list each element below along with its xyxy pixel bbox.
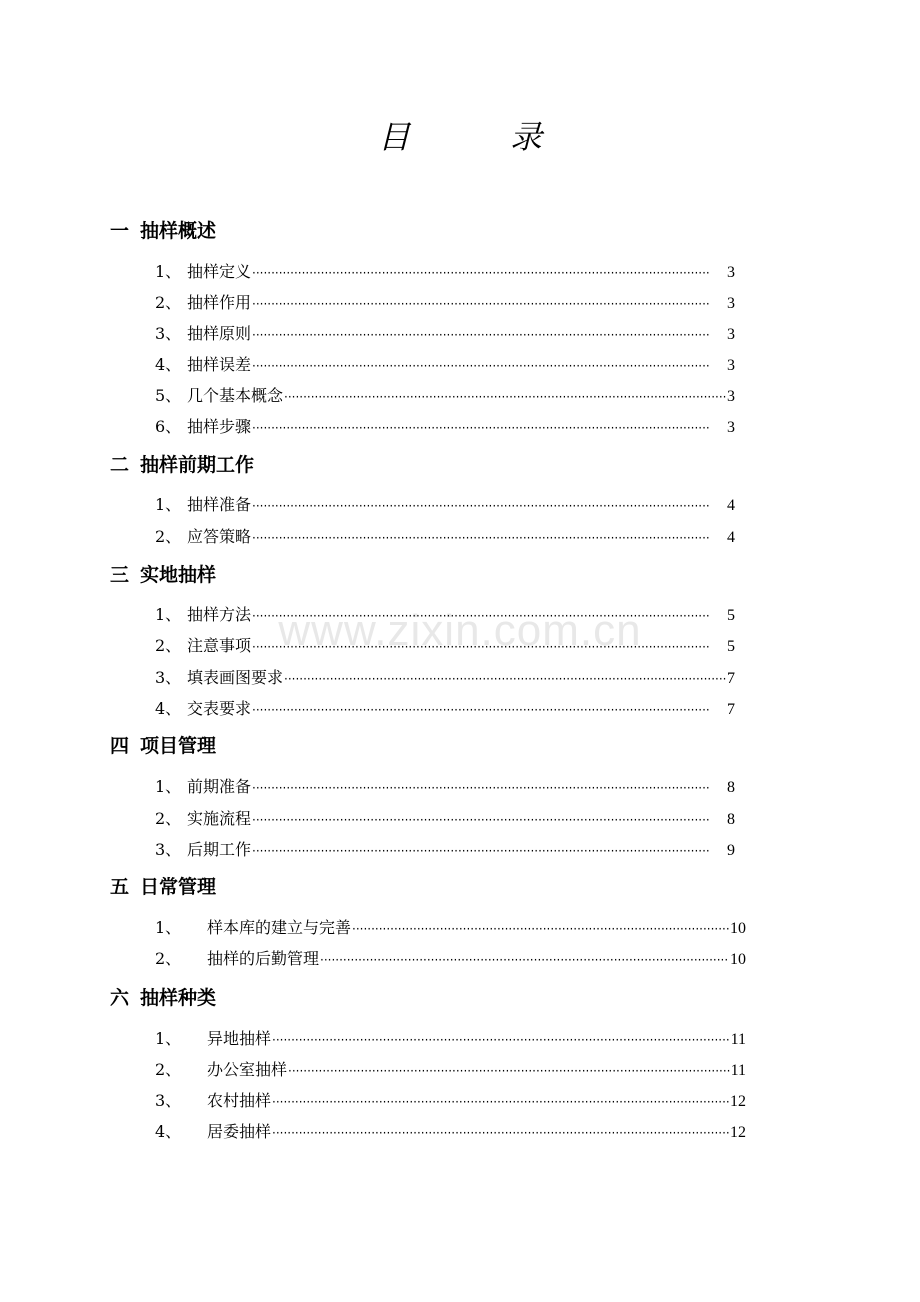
entry-page-number: 12 <box>730 1124 746 1141</box>
section-heading <box>110 986 216 1010</box>
dot-leader <box>272 1092 729 1112</box>
entry-index: 6、 <box>155 417 182 436</box>
entry-title: 交表要求 <box>187 699 252 718</box>
section-heading <box>110 563 216 587</box>
dot-leader <box>352 919 729 939</box>
section-number: 二 <box>110 454 130 476</box>
entry-page-number: 11 <box>730 1062 746 1079</box>
entry-title: 抽样误差 <box>187 355 252 374</box>
dot-leader <box>252 700 726 720</box>
dot-leader <box>284 669 726 689</box>
entry-index: 4、 <box>155 699 182 718</box>
dot-leader <box>252 356 726 376</box>
entry-index: 4、 <box>155 355 182 374</box>
entry-title: 样本库的建立与完善 <box>207 918 352 937</box>
toc-entry[interactable] <box>155 355 735 376</box>
entry-page-number: 4 <box>727 529 735 546</box>
dot-leader <box>252 637 726 657</box>
entry-title: 应答策略 <box>187 527 252 546</box>
toc-entry[interactable] <box>155 699 735 720</box>
toc-entry[interactable] <box>155 918 746 939</box>
entry-title: 注意事项 <box>187 636 252 655</box>
entry-index: 1、 <box>155 777 182 796</box>
entry-title: 异地抽样 <box>207 1029 272 1048</box>
entry-title: 居委抽样 <box>207 1122 272 1141</box>
dot-leader <box>252 325 726 345</box>
entry-title: 办公室抽样 <box>207 1060 288 1079</box>
entry-page-number: 3 <box>727 357 735 374</box>
dot-leader <box>252 418 726 438</box>
entry-page-number: 9 <box>727 842 735 859</box>
entry-index: 2、 <box>155 949 182 968</box>
toc-entry[interactable] <box>155 1091 746 1112</box>
section-heading <box>110 219 216 243</box>
dot-leader <box>284 387 726 407</box>
entry-page-number: 8 <box>727 811 735 828</box>
entry-page-number: 7 <box>727 670 735 687</box>
toc-entry[interactable] <box>155 1029 746 1050</box>
entry-title: 填表画图要求 <box>187 668 284 687</box>
toc-entry[interactable] <box>155 417 735 438</box>
entry-index: 4、 <box>155 1122 182 1141</box>
toc-entry[interactable] <box>155 949 746 970</box>
entry-index: 2、 <box>155 636 182 655</box>
dot-leader <box>252 841 726 861</box>
dot-leader <box>252 496 726 516</box>
entry-page-number: 8 <box>727 779 735 796</box>
entry-title: 抽样的后勤管理 <box>207 949 320 968</box>
dot-leader <box>252 294 726 314</box>
dot-leader <box>252 528 726 548</box>
entry-title: 几个基本概念 <box>187 386 284 405</box>
section-heading <box>110 875 216 899</box>
entry-page-number: 3 <box>727 419 735 436</box>
entry-title: 前期准备 <box>187 777 252 796</box>
dot-leader <box>252 263 726 283</box>
entry-title: 抽样步骤 <box>187 417 252 436</box>
entry-title: 抽样定义 <box>187 262 252 281</box>
title-char-1: 目 <box>377 118 410 156</box>
section-number: 六 <box>110 987 130 1009</box>
dot-leader <box>252 778 726 798</box>
entry-index: 3、 <box>155 324 182 343</box>
section-title: 抽样前期工作 <box>140 454 255 476</box>
toc-entry[interactable] <box>155 636 735 657</box>
toc-entry[interactable] <box>155 668 735 689</box>
entry-title: 农村抽样 <box>207 1091 272 1110</box>
dot-leader <box>252 606 726 626</box>
dot-leader <box>320 950 729 970</box>
toc-entry[interactable] <box>155 293 735 314</box>
entry-title: 抽样准备 <box>187 495 252 514</box>
toc-entry[interactable] <box>155 840 735 861</box>
entry-index: 1、 <box>155 605 182 624</box>
entry-index: 1、 <box>155 918 182 937</box>
toc-entry[interactable] <box>155 495 735 516</box>
entry-index: 1、 <box>155 495 182 514</box>
toc-entry[interactable] <box>155 262 735 283</box>
section-title: 项目管理 <box>140 735 217 757</box>
entry-title: 实施流程 <box>187 809 252 828</box>
page-title <box>0 112 920 158</box>
toc-entry[interactable] <box>155 386 735 407</box>
entry-page-number: 7 <box>727 701 735 718</box>
toc-entry[interactable] <box>155 1060 746 1081</box>
dot-leader <box>272 1030 730 1050</box>
section-heading <box>110 734 216 758</box>
toc-entry[interactable] <box>155 809 735 830</box>
entry-title: 抽样作用 <box>187 293 252 312</box>
entry-index: 2、 <box>155 809 182 828</box>
section-title: 抽样种类 <box>140 987 217 1009</box>
section-number: 五 <box>110 876 130 898</box>
title-char-2: 录 <box>510 118 543 156</box>
section-heading <box>110 453 254 477</box>
toc-entry[interactable] <box>155 777 735 798</box>
toc-entry[interactable] <box>155 1122 746 1143</box>
section-number: 三 <box>110 564 130 586</box>
toc-entry[interactable] <box>155 324 735 345</box>
entry-index: 3、 <box>155 668 182 687</box>
entry-page-number: 12 <box>730 1093 746 1110</box>
dot-leader <box>272 1123 729 1143</box>
entry-title: 抽样原则 <box>187 324 252 343</box>
section-title: 日常管理 <box>140 876 217 898</box>
toc-entry[interactable] <box>155 527 735 548</box>
entry-index: 2、 <box>155 293 182 312</box>
section-number: 四 <box>110 735 130 757</box>
entry-page-number: 3 <box>727 326 735 343</box>
entry-index: 2、 <box>155 527 182 546</box>
entry-page-number: 5 <box>727 607 735 624</box>
entry-page-number: 3 <box>727 264 735 281</box>
section-title: 实地抽样 <box>140 564 217 586</box>
entry-index: 1、 <box>155 1029 182 1048</box>
entry-page-number: 4 <box>727 497 735 514</box>
toc-entry[interactable] <box>155 605 735 626</box>
entry-index: 1、 <box>155 262 182 281</box>
entry-page-number: 3 <box>727 388 735 405</box>
entry-index: 2、 <box>155 1060 182 1079</box>
entry-index: 3、 <box>155 840 182 859</box>
entry-page-number: 3 <box>727 295 735 312</box>
entry-title: 抽样方法 <box>187 605 252 624</box>
watermark: www.zixin.com.cn <box>278 606 642 655</box>
entry-index: 5、 <box>155 386 182 405</box>
entry-title: 后期工作 <box>187 840 252 859</box>
entry-page-number: 11 <box>730 1031 746 1048</box>
dot-leader <box>252 810 726 830</box>
dot-leader <box>288 1061 730 1081</box>
entry-page-number: 10 <box>730 951 746 968</box>
section-number: 一 <box>110 220 130 242</box>
entry-index: 3、 <box>155 1091 182 1110</box>
entry-page-number: 10 <box>730 920 746 937</box>
section-title: 抽样概述 <box>140 220 217 242</box>
entry-page-number: 5 <box>727 638 735 655</box>
